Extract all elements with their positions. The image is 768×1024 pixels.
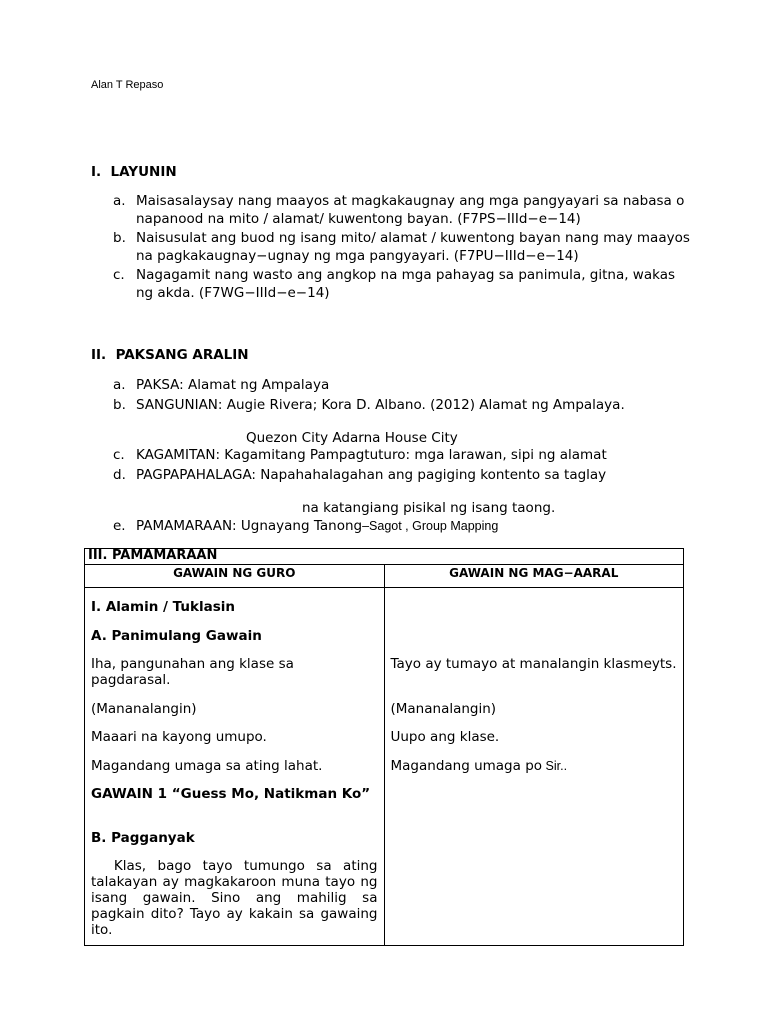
teacher-paragraph: Klas, bago tayo tumungo sa ating talakayan ay magkakaroon muna tayo ng isang gawain. Sino ang mahilig sa pagkain dito? Tayo ay kakain sa gawaing ito.: [91, 858, 378, 938]
student-line: (Mananalangin): [390, 701, 497, 717]
heading-panimulang-gawain: A. Panimulang Gawain: [91, 628, 262, 644]
teacher-line: (Mananalangin): [91, 701, 197, 717]
heading-alamin: I. Alamin / Tuklasin: [91, 599, 235, 615]
pamamaraan-table: [84, 548, 684, 946]
list-item: e. PAMAMARAAN: Ugnayang Tanong–Sagot , Group Mapping: [113, 518, 499, 534]
publisher-line: Quezon City Adarna House City: [246, 430, 458, 446]
paksa-list-top: [91, 377, 691, 416]
column-header-student: GAWAIN NG MAG−AARAL: [449, 566, 619, 580]
layunin-list: [91, 193, 691, 304]
section-layunin-title: I. LAYUNIN: [91, 164, 177, 180]
student-column: [385, 588, 684, 945]
paksa-list-bottom: [91, 518, 691, 538]
table-body-row: [85, 588, 683, 945]
table-header-row: [85, 565, 683, 588]
heading-gawain-1: GAWAIN 1 “Guess Mo, Natikman Ko”: [91, 786, 371, 802]
value-continuation: na katangiang pisikal ng isang taong.: [302, 500, 556, 516]
heading-pagganyak: B. Pagganyak: [91, 830, 195, 846]
paksa-list-mid: [91, 447, 691, 486]
list-item: b. SANGUNIAN: Augie Rivera; Kora D. Albano. (2012) Alamat ng Ampalaya.: [113, 396, 625, 413]
table-title: III. PAMAMARAAN: [85, 549, 683, 565]
section-paksang-aralin-title: II. PAKSANG ARALIN: [91, 347, 249, 363]
list-item: c. KAGAMITAN: Kagamitang Pampagtuturo: mga larawan, sipi ng alamat: [113, 447, 607, 463]
list-item: d. PAGPAPAHALAGA: Napahahalagahan ang pagiging kontento sa taglay: [113, 466, 607, 483]
list-item: a. Maisasalaysay nang maayos at magkakaugnay ang mga pangyayari sa nabasa o napanood na mito / alamat/ kuwentong bayan. (F7PS−IIId−e−14): [113, 193, 685, 227]
list-item: b. Naisusulat ang buod ng isang mito/ alamat / kuwentong bayan nang may maayos na pagkakaugnay−ugnay ng mga pangyayari. (F7PU−IIId−e−14): [113, 230, 690, 264]
list-item: a. PAKSA: Alamat ng Ampalaya: [113, 377, 330, 393]
student-line: Uupo ang klase.: [390, 729, 500, 745]
teacher-line: Maaari na kayong umupo.: [91, 729, 267, 745]
teacher-line: Iha, pangunahan ang klase sa pagdarasal.: [91, 656, 294, 688]
author-name: Alan T Repaso: [91, 79, 164, 91]
column-header-teacher: GAWAIN NG GURO: [85, 565, 385, 587]
list-item: c. Nagagamit nang wasto ang angkop na mga pahayag sa panimula, gitna, wakas ng akda. (F7WG−IIId−e−14): [113, 267, 676, 301]
teacher-line: Magandang umaga sa ating lahat.: [91, 758, 323, 774]
student-line: Magandang umaga po Sir..: [390, 758, 568, 774]
teacher-column: [85, 588, 385, 945]
student-line: Tayo ay tumayo at manalangin klasmeyts.: [390, 656, 677, 672]
